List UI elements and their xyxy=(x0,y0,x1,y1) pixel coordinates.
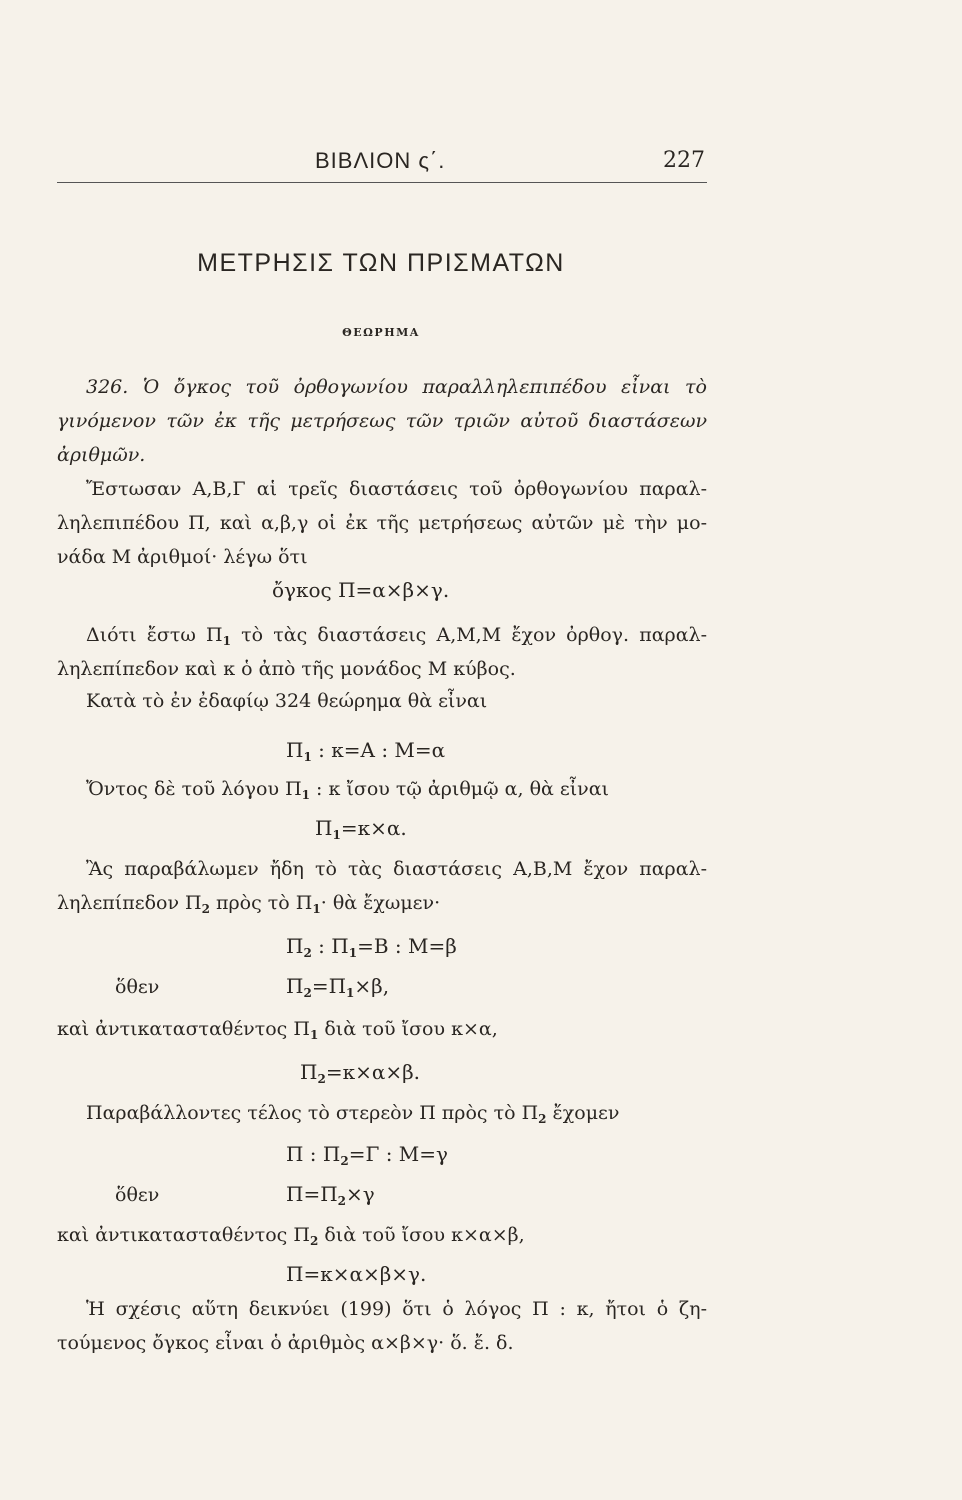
text-line-15: ληλεπίπεδον $\Pi_2$ πρὸς τὸ $\Pi_1\cdot$ θὰ ἔχωμεν· xyxy=(57,892,441,916)
theorem-label: ΘΕΩΡΗΜΑ xyxy=(342,326,420,339)
equation-p: $\Pi=\Pi_2\times\gamma$ xyxy=(286,1182,375,1208)
word-hothen-1: ὅθεν xyxy=(115,976,160,998)
text-line-9: ληλεπίπεδον καὶ κ ὁ ἀπὸ τῆς μονάδος Μ κύβος. xyxy=(57,658,516,680)
page-number: 227 xyxy=(663,148,705,173)
theorem-line-2: γινόμενον τῶν ἐκ τῆς μετρήσεως τῶν τριῶν αὐτοῦ διαστάσεων xyxy=(57,410,707,432)
theorem-line-3: ἀριθμῶν. xyxy=(57,444,146,466)
running-title: ΒΙΒΛΙΟΝ ς΄. xyxy=(315,148,446,173)
section-title: ΜΕΤΡΗΣΙΣ ΤΩΝ ΠΡΙΣΜΑΤΩΝ xyxy=(197,249,565,277)
equation-p2-subst: $\Pi_2=\kappa\times\alpha\times\beta$. xyxy=(300,1060,421,1086)
equation-volume: ὄγκος Π=α×β×γ. xyxy=(272,578,450,602)
word-hothen-2: ὅθεν xyxy=(115,1184,160,1206)
equation-final: Π=κ×α×β×γ. xyxy=(286,1262,427,1286)
equation-p1: $\Pi_1=\kappa\times\alpha$. xyxy=(315,816,407,842)
text-line-18: καὶ ἀντικατασταθέντος $\Pi_1$ διὰ τοῦ ἴσου κ×α, xyxy=(57,1018,498,1042)
text-line-20: Παραβάλλοντες τέλος τὸ στερεὸν Π πρὸς τὸ $\Pi_2$ ἔχομεν xyxy=(86,1102,620,1126)
text-line-26: τούμενος ὄγκος εἶναι ὁ ἀριθμὸς α×β×γ· ὅ. ἔ. δ. xyxy=(57,1332,514,1354)
equation-ratio-3: Π : $\Pi_2=\Gamma$ : Μ=γ xyxy=(286,1142,448,1168)
text-line-4: Ἔστωσαν Α,Β,Γ αἱ τρεῖς διαστάσεις τοῦ ὀρθογωνίου παραλ- xyxy=(86,478,707,500)
text-line-5: ληλεπιπέδου Π, καὶ α,β,γ οἱ ἐκ τῆς μετρήσεως αὐτῶν μὲ τὴν μο- xyxy=(57,512,707,534)
equation-ratio-1: $\Pi_1$ : κ=Α : Μ=α xyxy=(286,738,446,764)
text-line-10: Κατὰ τὸ ἐν ἐδαφίῳ 324 θεώρημα θὰ εἶναι xyxy=(86,690,488,712)
running-header xyxy=(57,148,707,183)
equation-ratio-2: $\Pi_2$ : $\Pi_1=B$ : Μ=β xyxy=(286,934,457,960)
text-line-14: Ἂς παραβάλωμεν ἤδη τὸ τὰς διαστάσεις Α,Β,Μ ἔχον παραλ- xyxy=(86,858,707,880)
equation-p2: $\Pi_2=\Pi_1\times\beta$, xyxy=(286,974,390,1000)
text-line-25: Ἡ σχέσις αὕτη δεικνύει (199) ὅτι ὁ λόγος Π : κ, ἤτοι ὁ ζη- xyxy=(86,1298,707,1320)
theorem-line-1: 326. Ὁ ὄγκος τοῦ ὀρθογωνίου παραλληλεπιπέδου εἶναι τὸ xyxy=(86,376,707,398)
text-line-6: νάδα Μ ἀριθμοί· λέγω ὅτι xyxy=(57,546,308,568)
text-line-23: καὶ ἀντικατασταθέντος $\Pi_2$ διὰ τοῦ ἴσου κ×α×β, xyxy=(57,1224,525,1248)
text-line-8: Διότι ἔστω $\Pi_1$ τὸ τὰς διαστάσεις Α,Μ,Μ ἔχον ὀρθογ. παραλ- xyxy=(86,624,708,648)
text-line-12: Ὄντος δὲ τοῦ λόγου $\Pi_1$ : κ ἴσου τῷ ἀριθμῷ α, θὰ εἶναι xyxy=(86,778,609,802)
